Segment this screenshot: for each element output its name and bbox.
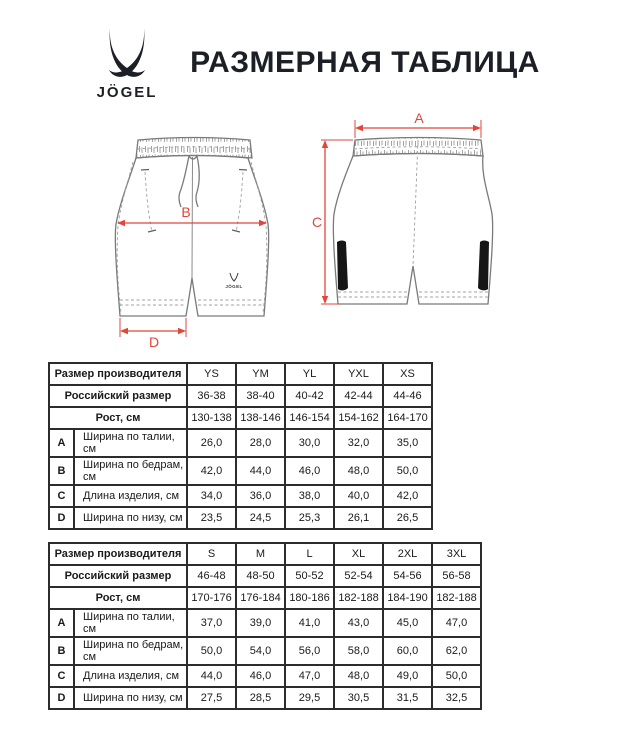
shorts-back-diagram <box>311 112 523 336</box>
header-value: 2XL <box>383 543 432 565</box>
header-value: XL <box>334 543 383 565</box>
header-value: 42-44 <box>334 385 383 407</box>
measure-value: 44,0 <box>187 665 236 687</box>
measure-value: 28,5 <box>236 687 285 709</box>
header-value: XS <box>383 363 432 385</box>
measure-letter: A <box>49 609 74 637</box>
measure-letter: A <box>49 429 74 457</box>
header-value: M <box>236 543 285 565</box>
measure-value: 50,0 <box>187 637 236 665</box>
measure-value: 50,0 <box>432 665 481 687</box>
measure-letter: B <box>49 457 74 485</box>
header-label: Размер производителя <box>49 543 187 565</box>
measure-value: 32,5 <box>432 687 481 709</box>
measure-value: 43,0 <box>334 609 383 637</box>
header-value: 170-176 <box>187 587 236 609</box>
measure-arrow-a <box>355 112 481 138</box>
table-measure-row <box>49 457 432 485</box>
measure-value: 31,5 <box>383 687 432 709</box>
measure-value: 48,0 <box>334 665 383 687</box>
header-value: 56-58 <box>432 565 481 587</box>
measure-label: Ширина по бедрам, см <box>74 457 187 485</box>
measure-label: Ширина по талии, см <box>74 609 187 637</box>
header-label: Рост, см <box>49 587 187 609</box>
header-value: 36-38 <box>187 385 236 407</box>
measure-value: 36,0 <box>236 485 285 507</box>
measure-value: 46,0 <box>285 457 334 485</box>
measure-value: 58,0 <box>334 637 383 665</box>
measure-letter: C <box>49 485 74 507</box>
table-measure-row <box>49 429 432 457</box>
youth-size-table <box>48 362 433 530</box>
header-value: 180-186 <box>285 587 334 609</box>
header-label: Рост, см <box>49 407 187 429</box>
table-header-row <box>49 587 481 609</box>
waistband-front <box>136 138 252 159</box>
measure-value: 30,5 <box>334 687 383 709</box>
measure-value: 38,0 <box>285 485 334 507</box>
measure-value: 35,0 <box>383 429 432 457</box>
adult-size-table <box>48 542 482 710</box>
header-value: 54-56 <box>383 565 432 587</box>
measure-label: Ширина по талии, см <box>74 429 187 457</box>
measure-letter: D <box>49 687 74 709</box>
header-label: Российский размер <box>49 385 187 407</box>
header-value: 182-188 <box>432 587 481 609</box>
label-c: C <box>311 214 322 230</box>
measure-value: 47,0 <box>432 609 481 637</box>
table-measure-row <box>49 665 481 687</box>
table-header-row <box>49 407 432 429</box>
shorts-front-diagram <box>102 126 287 350</box>
table-header-row <box>49 565 481 587</box>
measure-value: 44,0 <box>236 457 285 485</box>
header-value: 130-138 <box>187 407 236 429</box>
header-value: 48-50 <box>236 565 285 587</box>
measure-value: 41,0 <box>285 609 334 637</box>
table-header-row <box>49 363 432 385</box>
table-measure-row <box>49 687 481 709</box>
measure-value: 32,0 <box>334 429 383 457</box>
header-value: YS <box>187 363 236 385</box>
header-value: YM <box>236 363 285 385</box>
header-value: 154-162 <box>334 407 383 429</box>
measure-value: 30,0 <box>285 429 334 457</box>
header-label: Российский размер <box>49 565 187 587</box>
measure-label: Длина изделия, см <box>74 665 187 687</box>
measure-label: Длина изделия, см <box>74 485 187 507</box>
header-label: Размер производителя <box>49 363 187 385</box>
measure-value: 54,0 <box>236 637 285 665</box>
measure-value: 27,5 <box>187 687 236 709</box>
measure-value: 49,0 <box>383 665 432 687</box>
measure-value: 46,0 <box>236 665 285 687</box>
measure-value: 48,0 <box>334 457 383 485</box>
brand-logo <box>84 26 170 102</box>
header-value: 184-190 <box>383 587 432 609</box>
header-value: 3XL <box>432 543 481 565</box>
measure-letter: C <box>49 665 74 687</box>
header-value: L <box>285 543 334 565</box>
header-value: 52-54 <box>334 565 383 587</box>
header-value: 38-40 <box>236 385 285 407</box>
measure-value: 37,0 <box>187 609 236 637</box>
measure-value: 42,0 <box>187 457 236 485</box>
measure-value: 50,0 <box>383 457 432 485</box>
page-title: РАЗМЕРНАЯ ТАБЛИЦА <box>190 46 540 79</box>
label-d: D <box>148 334 159 350</box>
header-value: YL <box>285 363 334 385</box>
table-measure-row <box>49 609 481 637</box>
measure-label: Ширина по низу, см <box>74 687 187 709</box>
table-measure-row <box>49 637 481 665</box>
label-b: B <box>180 204 191 220</box>
measure-value: 26,5 <box>383 507 432 529</box>
header-value: S <box>187 543 236 565</box>
table-measure-row <box>49 507 432 529</box>
header-value: 40-42 <box>285 385 334 407</box>
jogel-logo-icon <box>84 26 170 102</box>
header-value: 138-146 <box>236 407 285 429</box>
header-value: 50-52 <box>285 565 334 587</box>
measure-label: Ширина по бедрам, см <box>74 637 187 665</box>
header-value: YXL <box>334 363 383 385</box>
shorts-measure-diagrams <box>0 112 624 352</box>
table-header-row <box>49 385 432 407</box>
measure-value: 26,1 <box>334 507 383 529</box>
measure-value: 26,0 <box>187 429 236 457</box>
measure-value: 29,5 <box>285 687 334 709</box>
measure-value: 25,3 <box>285 507 334 529</box>
measure-value: 45,0 <box>383 609 432 637</box>
measure-value: 62,0 <box>432 637 481 665</box>
shorts-back-body <box>333 154 492 305</box>
header-value: 44-46 <box>383 385 432 407</box>
measure-label: Ширина по низу, см <box>74 507 187 529</box>
measure-value: 56,0 <box>285 637 334 665</box>
measure-value: 28,0 <box>236 429 285 457</box>
measure-value: 42,0 <box>383 485 432 507</box>
measure-letter: D <box>49 507 74 529</box>
size-tables-section <box>48 362 624 710</box>
measure-value: 23,5 <box>187 507 236 529</box>
measure-value: 34,0 <box>187 485 236 507</box>
header-value: 164-170 <box>383 407 432 429</box>
header-value: 146-154 <box>285 407 334 429</box>
brand-wordmark: JÖGEL <box>96 84 158 101</box>
header-value: 46-48 <box>187 565 236 587</box>
measure-value: 39,0 <box>236 609 285 637</box>
table-header-row <box>49 543 481 565</box>
table-measure-row <box>49 485 432 507</box>
measure-value: 47,0 <box>285 665 334 687</box>
page-header <box>0 0 624 106</box>
label-a: A <box>413 112 424 126</box>
svg-text:JÖGEL: JÖGEL <box>224 284 243 289</box>
header-value: 176-184 <box>236 587 285 609</box>
measure-letter: B <box>49 637 74 665</box>
measure-value: 60,0 <box>383 637 432 665</box>
header-value: 182-188 <box>334 587 383 609</box>
measure-arrow-d <box>120 318 186 350</box>
measure-value: 24,5 <box>236 507 285 529</box>
measure-value: 40,0 <box>334 485 383 507</box>
